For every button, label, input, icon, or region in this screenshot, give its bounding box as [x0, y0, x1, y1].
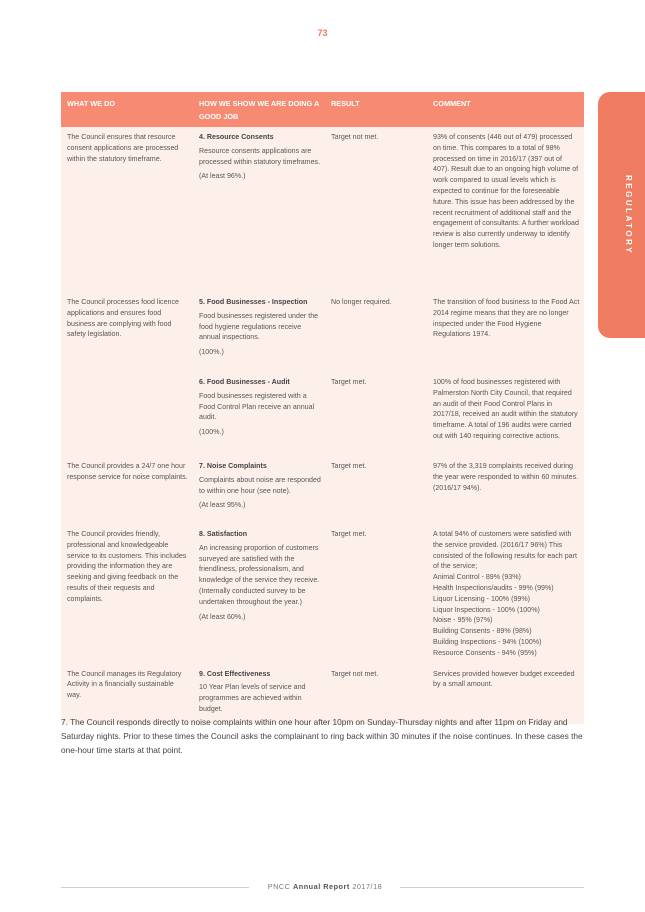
result-cell: Target met.	[325, 372, 427, 456]
measure-cell	[193, 524, 325, 664]
result-cell: Target met.	[325, 456, 427, 524]
measure-description: Resource consents applications are processed within statutory timeframes.	[199, 146, 321, 166]
comment-line: Building Consents - 89% (98%)	[433, 627, 532, 636]
comment-line: Liquor Inspections - 100% (100%)	[433, 605, 540, 614]
header-what-we-do: WHAT WE DO	[61, 92, 193, 127]
comment-line: Liquor Licensing - 100% (99%)	[433, 594, 531, 603]
footer-divider	[61, 887, 249, 888]
what-we-do-cell: The Council provides a 24/7 one hour response service for noise complaints.	[61, 456, 193, 524]
measure-cell	[193, 664, 325, 724]
result-cell: Target not met.	[325, 664, 427, 724]
measure-description: Food businesses registered under the food hygiene regulations receive annual inspections.	[199, 311, 319, 342]
table-row	[61, 524, 584, 664]
comment-line: Resource Consents - 94% (95%)	[433, 648, 537, 657]
performance-table	[61, 92, 584, 724]
comment-cell	[427, 524, 584, 664]
header-how-we-show: HOW WE SHOW WE ARE DOING A GOOD JOB	[193, 92, 325, 127]
comment-cell: 100% of food businesses registered with Palmerston North City Council, that required an audit of their Food Control Plans in 2017/18, received an audit within the statutory timeframe. A total of 196 audits were carried out with 140 requiring corrective actions.	[427, 372, 584, 456]
footer-org: PNCC	[267, 882, 291, 891]
comment-cell: Services provided however budget exceeded by a small amount.	[427, 664, 584, 724]
measure-description: An increasing proportion of customers surveyed are satisfied with the friendliness, professionalism, and knowledge of the service they receive. (Internally conducted survey to be undertaken throughout the year.)	[199, 543, 320, 606]
what-we-do-cell: The Council manages its Regulatory Activity in a financially sustainable way.	[61, 664, 193, 724]
measure-description: Complaints about noise are responded to within one hour (see note).	[199, 475, 321, 495]
header-result: RESULT	[325, 92, 427, 127]
comment-line: Noise - 95% (97%)	[433, 616, 493, 625]
measure-title: 8. Satisfaction	[199, 530, 248, 538]
measure-title: 6. Food Businesses - Audit	[199, 378, 290, 386]
what-we-do-cell: The Council provides friendly, professional and knowledgeable service to its customers. This includes providing the information they are seeking and giving feedback on the results of their requests and complaints.	[61, 524, 193, 664]
footer-divider	[400, 887, 584, 888]
measure-description: 10 Year Plan levels of service and programmes are achieved within budget.	[199, 683, 306, 713]
result-cell: No longer required.	[325, 292, 427, 372]
measure-description: Food businesses registered with a Food Control Plan receive an annual audit.	[199, 391, 315, 422]
measure-title: 4. Resource Consents	[199, 133, 274, 141]
table-row	[61, 127, 584, 292]
measure-target: (100%.)	[199, 348, 224, 357]
footer-title: Annual Report	[293, 882, 350, 891]
measure-target: (At least 95%.)	[199, 501, 246, 510]
measure-target: (At least 96%.)	[199, 172, 246, 181]
measure-target: (At least 60%.)	[199, 612, 246, 621]
comment-line: Building Inspections - 94% (100%)	[433, 637, 542, 646]
result-cell: Target met.	[325, 524, 427, 664]
page-number: 73	[317, 28, 328, 38]
result-cell: Target not met.	[325, 127, 427, 292]
comment-cell: The transition of food business to the Food Act 2014 regime means that they are no longer inspected under the Food Hygiene Regulations 1974.	[427, 292, 584, 372]
page-footer	[252, 882, 398, 891]
what-we-do-cell: The Council ensures that resource consent applications are processed within the statutory timeframe.	[61, 127, 193, 292]
measure-title: 5. Food Businesses - Inspection	[199, 298, 308, 306]
table-row	[61, 292, 584, 372]
measure-cell	[193, 127, 325, 292]
measure-cell	[193, 372, 325, 456]
measure-target: (100%.)	[199, 428, 224, 437]
comment-text: A total 94% of customers were satisfied with the service provided. (2016/17 96%) This consisted of the following results for each part of the service;	[433, 530, 577, 571]
header-comment: COMMENT	[427, 92, 584, 127]
table-row	[61, 456, 584, 524]
table-row	[61, 664, 584, 724]
measure-title: 9. Cost Effectiveness	[199, 669, 271, 678]
comment-cell: 97% of the 3,319 complaints received during the year were responded to within 60 minutes. (2016/17 94%).	[427, 456, 584, 524]
comment-line: Animal Control - 89% (93%)	[433, 573, 521, 582]
measure-cell	[193, 292, 325, 372]
comment-cell: 93% of consents (446 out of 479) processed on time. This compares to a total of 98% processed on time in 2016/17 (397 out of 407). Result due to an ongoing high volume of work compared to usual levels which is expected to continue for the foreseeable future. This issue has been addressed by the recent recruitment of additional staff and the engagement of consultants. A further workload review is also currently underway to identify longer term solutions.	[427, 127, 584, 292]
table-header-row	[61, 92, 584, 127]
what-we-do-cell: The Council processes food licence applications and ensures food business are complying with food safety legislation.	[61, 292, 193, 456]
comment-line: Health Inspections/audits - 99% (99%)	[433, 583, 554, 592]
footnote: 7. The Council responds directly to noise complaints within one hour after 10pm on Sunday-Thursday nights and after 11pm on Friday and Saturday nights. Prior to these times the Council asks the complainant to ring back within 30 minutes if the noise continues. In these cases the one-hour time starts at that point.	[61, 717, 583, 755]
measure-cell	[193, 456, 325, 524]
measure-title: 7. Noise Complaints	[199, 462, 267, 470]
section-tab-label: REGULATORY	[624, 175, 633, 255]
footer-year: 2017/18	[352, 882, 383, 891]
